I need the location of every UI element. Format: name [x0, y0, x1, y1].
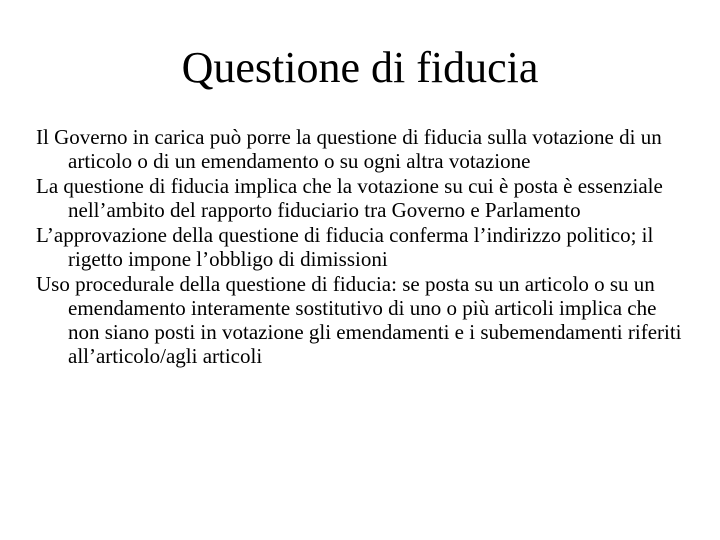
bullet-item-3: L’approvazione della questione di fiducia conferma l’indirizzo politico; il rigetto impone l’obbligo di dimissioni: [36, 223, 654, 271]
slide-title: Questione di fiducia: [181, 43, 539, 92]
bullet-item-4: Uso procedurale della questione di fiducia: se posta su un articolo o su un emendamento interamente sostitutivo di uno o più articoli implica che non siano posti in votazione gli emendamenti e i subemendamenti riferiti all’articolo/agli articoli: [36, 272, 682, 368]
bullet-list: [36, 125, 686, 369]
bullet-item-2: La questione di fiducia implica che la votazione su cui è posta è essenziale nell’ambito del rapporto fiduciario tra Governo e Parlamento: [36, 174, 663, 222]
bullet-item-1: Il Governo in carica può porre la questione di fiducia sulla votazione di un articolo o di un emendamento o su ogni altra votazione: [36, 125, 662, 173]
